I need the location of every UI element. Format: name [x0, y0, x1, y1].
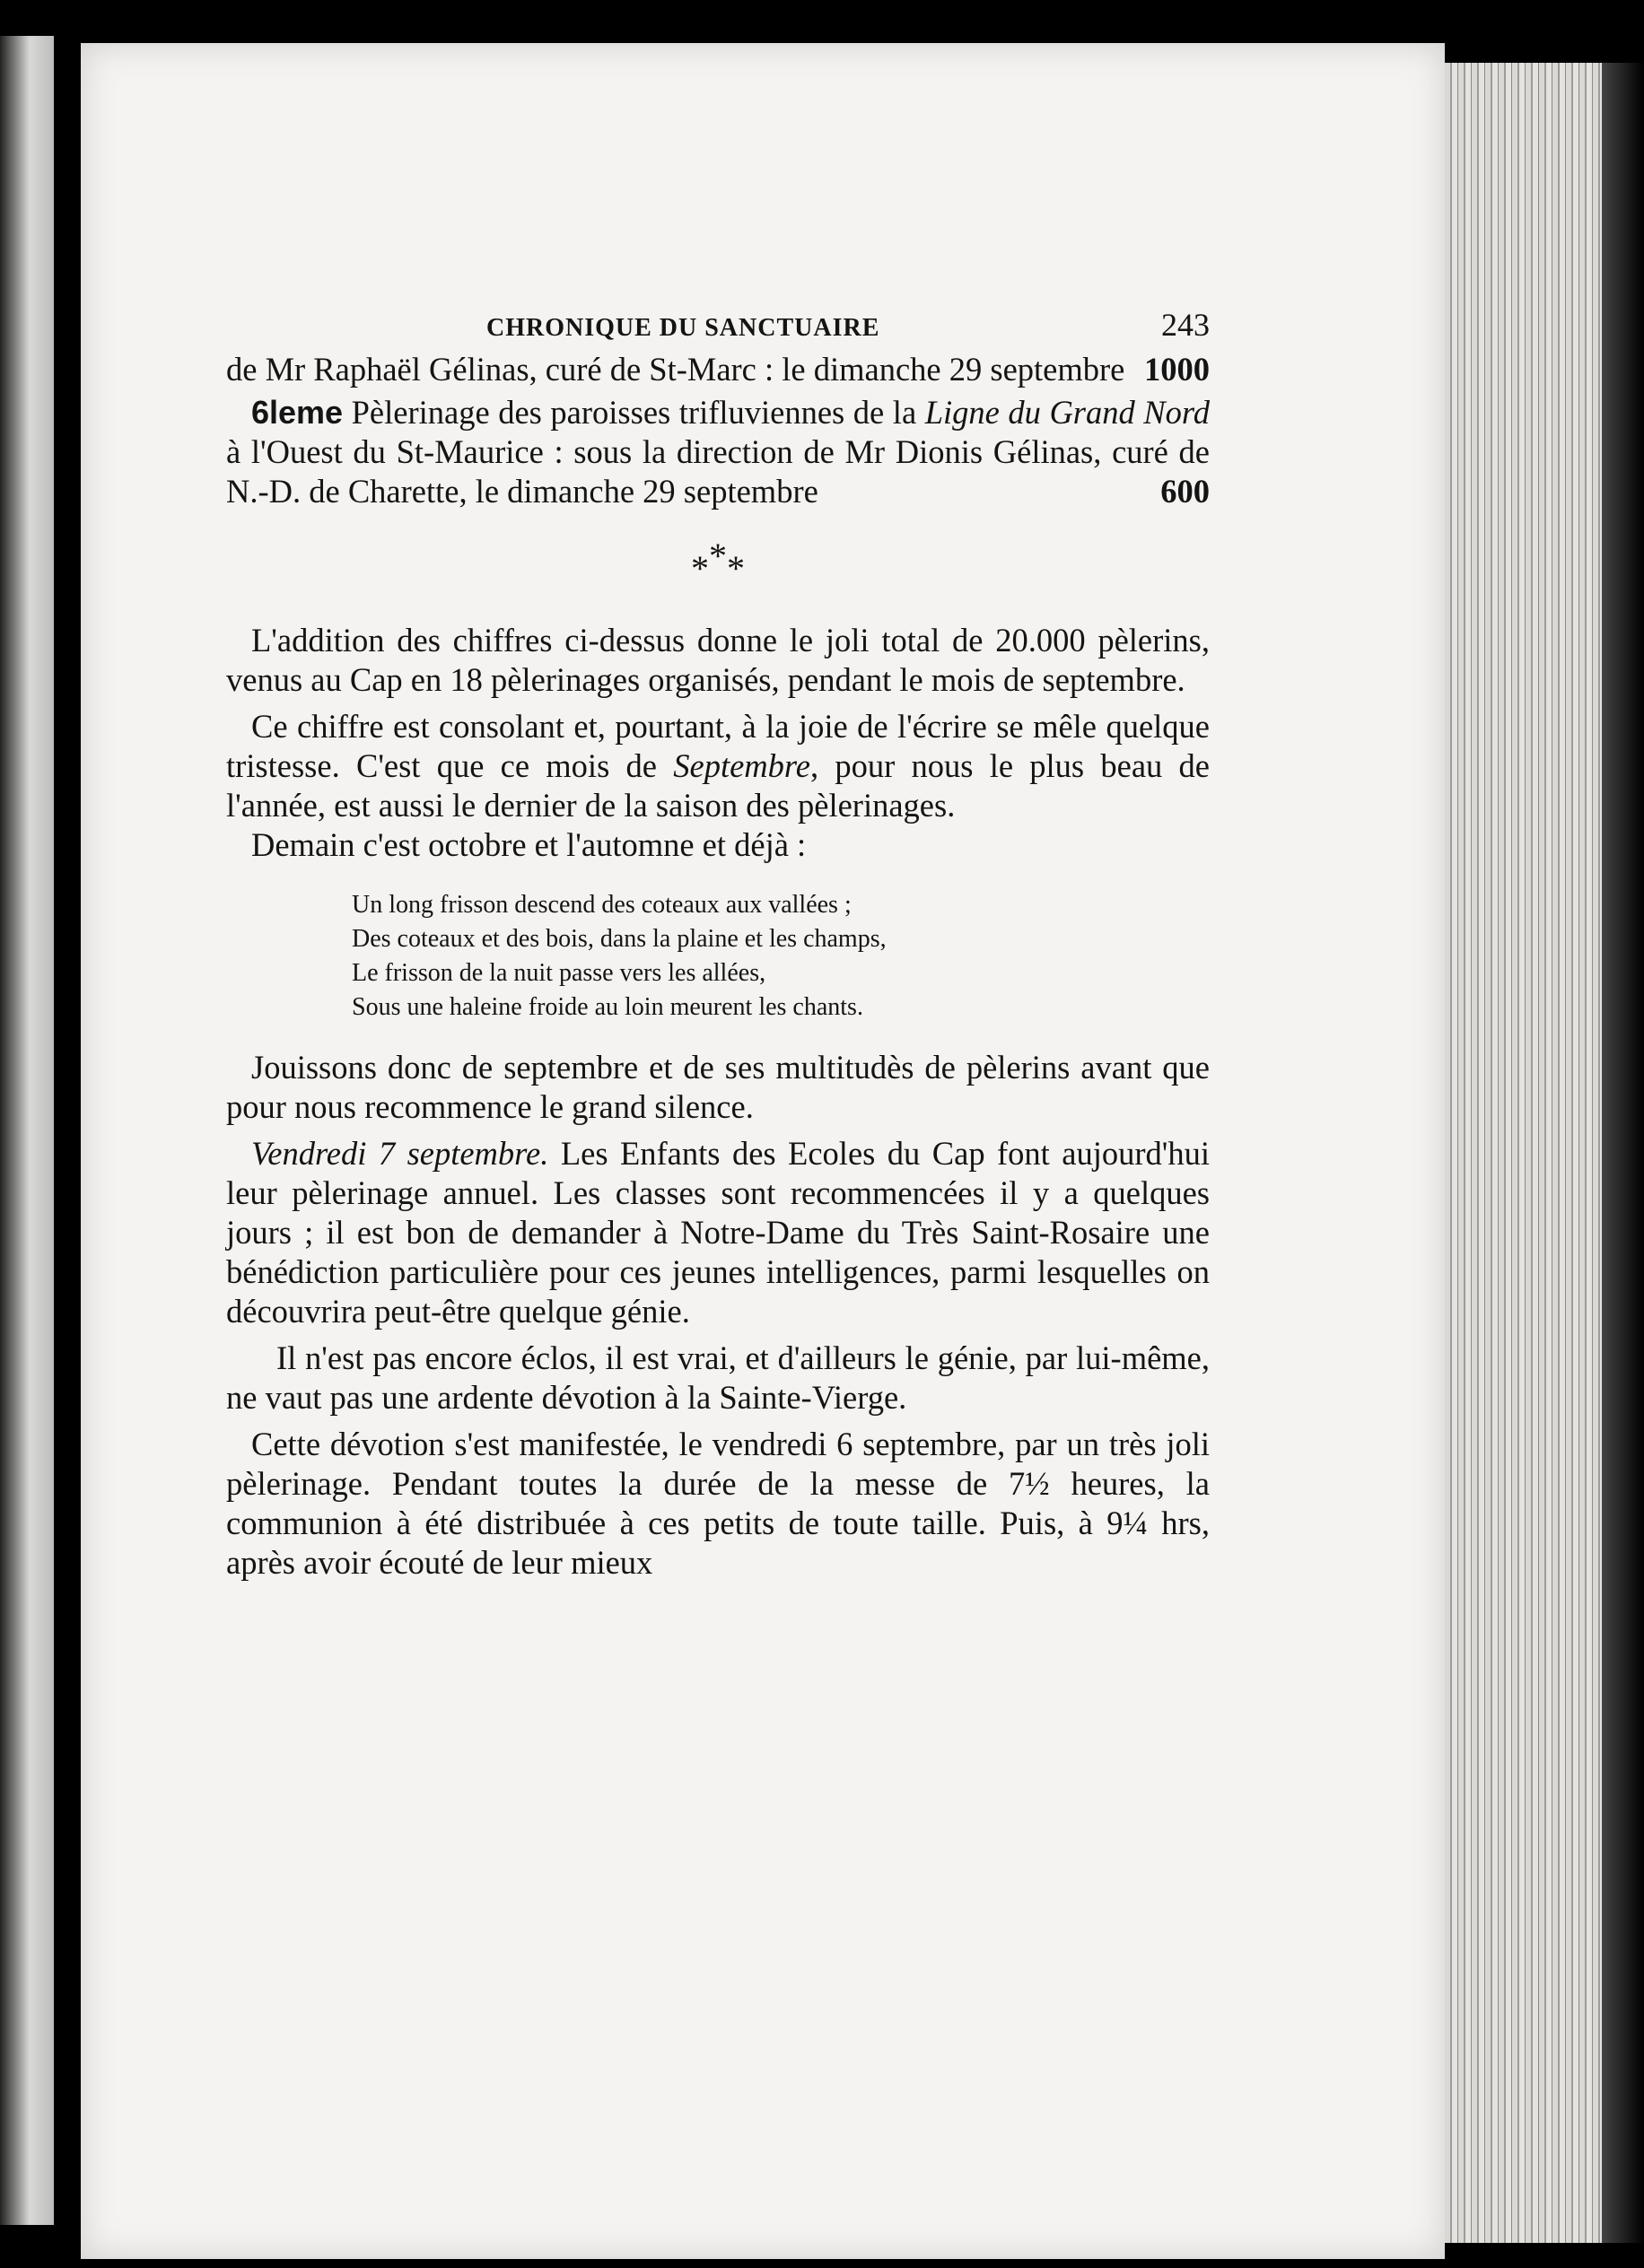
entry-count: 1000	[1144, 351, 1210, 388]
paragraph	[226, 707, 1210, 825]
pilgrimage-entry	[226, 350, 1210, 389]
pilgrimage-entry	[226, 393, 1210, 511]
paragraph: Il n'est pas encore éclos, il est vrai, et d'ailleurs le génie, par lui-même, ne vaut pas une ardente dévotion à la Sainte-Vierge.	[226, 1339, 1210, 1416]
page-number: 243	[1161, 307, 1210, 343]
asterism-separator	[226, 511, 1210, 601]
paragraph	[226, 1134, 1210, 1331]
poem-verse: Le frisson de la nuit passe vers les allées,	[352, 959, 766, 987]
poem-quotation	[352, 888, 1210, 1025]
paragraph: L'addition des chiffres ci-dessus donne le joli total de 20.000 pèlerins, venus au Cap en 18 pèlerinages organisés, pendant le mois de septembre.	[226, 622, 1210, 698]
paragraph-italic: Septembre	[673, 747, 810, 784]
entry-description: Pèlerinage des paroisses trifluviennes de la	[343, 394, 925, 431]
poem-verse: Sous une haleine froide au loin meurent les chants.	[352, 993, 863, 1021]
entry-text	[226, 350, 1210, 389]
asterism-star: *	[709, 536, 727, 576]
paragraph-text: Les Enfants des Ecoles du Cap font aujourd'hui leur pèlerinage annuel. Les classes sont recommencées il y a quelques jours ; il est bon de demander à Notre-Dame du Très Saint-Rosaire une bénédiction particulière pour ces jeunes intelligences, parmi lesquelles on découvrira peut-être quelque génie.	[226, 1135, 1210, 1330]
asterism-star: *	[691, 548, 709, 589]
paragraph: Demain c'est octobre et l'automne et déjà :	[251, 826, 807, 863]
entry-label: 6leme	[251, 394, 344, 431]
entry-description: de Mr Raphaël Gélinas, curé de St-Marc : le dimanche 29 septembre	[226, 351, 1125, 388]
asterism-star: *	[727, 548, 745, 589]
paragraph: Jouissons donc de septembre et de ses multitudès de pèlerins avant que pour nous recommence le grand silence.	[226, 1049, 1210, 1125]
running-title: CHRONIQUE DU SANCTUAIRE	[486, 314, 880, 342]
paragraph-text: , pour nous le plus beau de l'année, est aussi le dernier de la saison des pèlerinages.	[226, 747, 1210, 824]
page-edge-shadow	[1602, 63, 1644, 2243]
previous-page-edge	[0, 36, 54, 2225]
page-content	[226, 305, 1210, 1583]
poem-verse: Des coteaux et des bois, dans la plaine et les champs,	[352, 925, 887, 953]
entry-line-name: Ligne du Grand Nord	[924, 394, 1210, 431]
paragraph-text: Ce chiffre est consolant et, pourtant, à la joie de l'écrire se mêle quelque tristesse. C'est que ce mois de	[226, 708, 1210, 784]
page-stack-edges	[1445, 63, 1606, 2243]
paragraph: Cette dévotion s'est manifestée, le vendredi 6 septembre, par un très joli pèlerinage. Pendant toutes la durée de la messe de 7½ heures, la communion à été distribuée à ces petits de toute taille. Puis, à 9¼ hrs, après avoir écouté de leur mieux	[226, 1426, 1210, 1581]
poem-verse: Un long frisson descend des coteaux aux vallées ;	[352, 891, 852, 919]
entry-count: 600	[1160, 473, 1210, 510]
running-head	[486, 305, 1210, 350]
date-heading: Vendredi 7 septembre.	[251, 1135, 549, 1172]
entry-description-cont: à l'Ouest du St-Maurice : sous la direction de Mr Dionis Gélinas, curé de N.-D. de Charette, le dimanche 29 septembre	[226, 433, 1210, 510]
